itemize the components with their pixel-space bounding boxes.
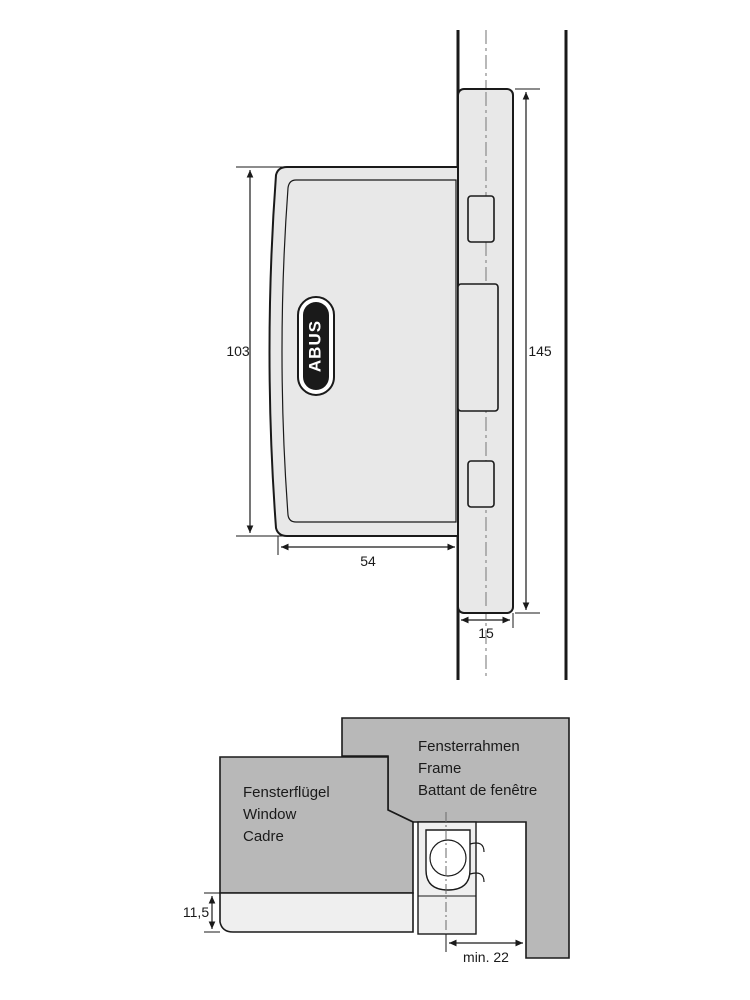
window-sash-profile [220,757,413,893]
dim-lock-depth: 54 [360,553,376,569]
sash-label-fr: Cadre [243,828,284,845]
dim-plate-width: 15 [478,625,494,641]
frame-label-en: Frame [418,760,462,777]
sash-label-de: Fensterflügel [243,784,330,801]
sash-label-en: Window [243,806,297,823]
dimension-15 [461,613,513,641]
dimension-min-22 [446,934,523,965]
bolt-section [426,830,470,890]
strike-slot-bottom [468,461,494,507]
dim-overlap: 11,5 [182,904,210,920]
abus-logo [298,297,334,395]
strike-slot-top [468,196,494,242]
frame-label-fr: Battant de fenêtre [418,782,538,799]
dim-lock-height: 103 [226,343,250,359]
dim-plate-height: 145 [528,343,552,359]
strike-slot-middle [458,284,498,411]
brand-logo-text: ABUS [305,319,325,373]
dimension-11-5 [183,893,220,932]
front-view [226,30,566,680]
dimension-145 [515,89,552,613]
dimension-54 [278,536,458,569]
section-view [183,718,569,965]
frame-label-de: Fensterrahmen [418,738,520,755]
dim-gap: min. 22 [463,949,509,965]
lock-section [220,893,413,932]
